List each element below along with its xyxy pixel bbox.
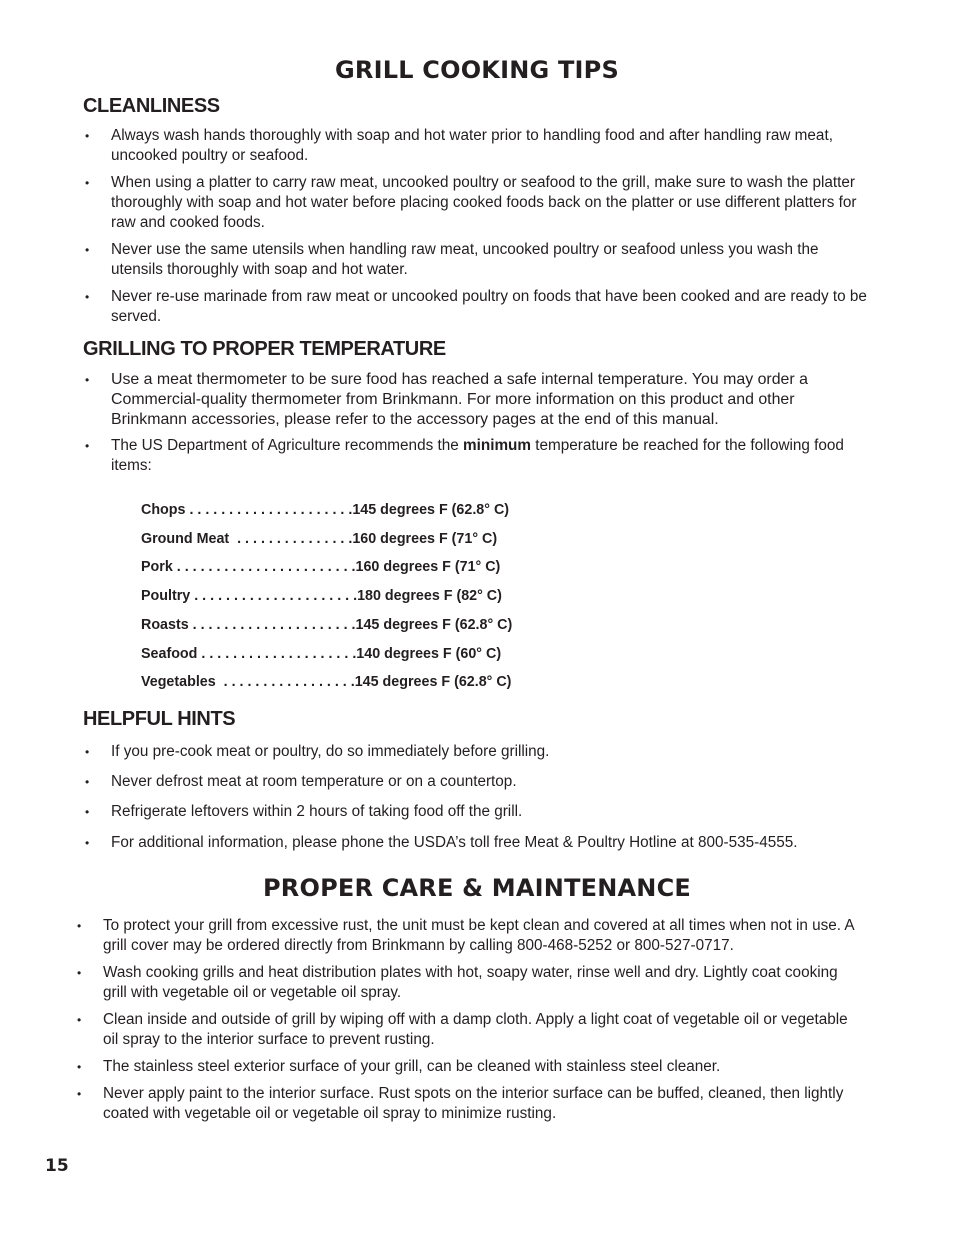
- list-item-text: Clean inside and outside of grill by wiping off with a damp cloth. Apply a light coat of vegetable oil or vegetable oil spray to the interior surface to prevent rusting.: [103, 1011, 848, 1048]
- list-item: [77, 1057, 863, 1077]
- food-temperature: 160 degrees F (71° C): [355, 559, 501, 576]
- food-name: Seafood: [141, 645, 198, 662]
- temperature-list: [85, 370, 871, 476]
- care-list: [77, 916, 863, 1124]
- food-name: Vegetables: [141, 674, 216, 691]
- bullet-icon: •: [77, 966, 82, 980]
- food-temperature: 180 degrees F (82° C): [357, 588, 502, 605]
- table-row: Seafood . . . . . . . . . . . . . . . . . . . .140 degrees F (60° C): [141, 645, 502, 662]
- list-item: [85, 742, 871, 762]
- list-item-text: When using a platter to carry raw meat, uncooked poultry or seafood to the grill, make sure to wash the platter thoroughly with soap and hot water before placing cooked foods back on the platter or use different platters for raw and cooked foods.: [111, 174, 857, 231]
- list-item: [77, 963, 863, 1003]
- food-temperature: 160 degrees F (71° C): [352, 530, 498, 547]
- list-item: [85, 240, 871, 280]
- table-row: Chops . . . . . . . . . . . . . . . . . . . . .145 degrees F (62.8° C): [141, 502, 510, 518]
- bullet-icon: •: [77, 1060, 82, 1074]
- list-item: [85, 833, 871, 853]
- list-item-text: Never apply paint to the interior surface. Rust spots on the interior surface can be buffed, cleaned, then lightly coated with vegetable oil or vegetable oil spray to minimize rusting.: [103, 1085, 844, 1122]
- list-item-text-end: temperature be reached for the following food items:: [111, 437, 844, 474]
- food-temperature: 145 degrees F (62.8° C): [355, 616, 513, 633]
- hints-list: [85, 742, 871, 853]
- list-item-text: Wash cooking grills and heat distribution plates with hot, soapy water, rinse well and dry. Lightly coat cooking grill with vegetable oil or vegetable oil spray.: [103, 964, 838, 1001]
- page-number: 15: [45, 1156, 69, 1176]
- list-item: [85, 126, 871, 166]
- temperature-table: [141, 496, 512, 697]
- bullet-icon: •: [85, 176, 90, 190]
- bullet-icon: •: [85, 775, 90, 789]
- temperature-heading: GRILLING TO PROPER TEMPERATURE: [83, 338, 446, 360]
- list-item-text: Refrigerate leftovers within 2 hours of taking food off the grill.: [111, 803, 523, 820]
- list-item-text: For additional information, please phone the USDA’s toll free Meat & Poultry Hotline at 800-535-4555.: [111, 834, 798, 851]
- table-row: Poultry . . . . . . . . . . . . . . . . . . . . .180 degrees F (82° C): [141, 588, 502, 605]
- list-item: [85, 370, 871, 430]
- list-item-text: Never defrost meat at room temperature or on a countertop.: [111, 773, 517, 790]
- care-title: PROPER CARE & MAINTENANCE: [263, 874, 691, 902]
- bullet-icon: •: [77, 1013, 82, 1027]
- list-item-text: Never re-use marinade from raw meat or uncooked poultry on foods that have been cooked and are ready to be served.: [111, 288, 867, 325]
- cleanliness-list: [85, 126, 871, 327]
- bullet-icon: •: [85, 290, 90, 304]
- table-row: Ground Meat . . . . . . . . . . . . . . .160 degrees F (71° C): [141, 530, 498, 547]
- food-name: Chops: [141, 502, 186, 518]
- hints-heading: HELPFUL HINTS: [83, 708, 236, 730]
- food-name: Pork: [141, 559, 173, 576]
- list-item: [77, 1084, 863, 1124]
- bullet-icon: •: [85, 129, 90, 143]
- bullet-icon: •: [77, 919, 82, 933]
- food-temperature: 145 degrees F (62.8° C): [352, 502, 510, 518]
- table-row: Pork . . . . . . . . . . . . . . . . . . . . . . .160 degrees F (71° C): [141, 559, 501, 576]
- list-item: [85, 802, 871, 822]
- list-item-text: If you pre-cook meat or poultry, do so immediately before grilling.: [111, 743, 550, 760]
- list-item: [85, 436, 871, 476]
- bullet-icon: •: [85, 836, 90, 850]
- food-temperature: 140 degrees F (60° C): [356, 645, 502, 662]
- bullet-icon: •: [85, 243, 90, 257]
- table-row: Roasts . . . . . . . . . . . . . . . . . . . . .145 degrees F (62.8° C): [141, 616, 513, 633]
- bullet-icon: •: [85, 373, 90, 387]
- list-item: [85, 287, 871, 327]
- list-item: [85, 173, 871, 233]
- list-item-text: Use a meat thermometer to be sure food has reached a safe internal temperature. You may order a Commercial-quality thermometer from Brinkmann. For more information on this product and other Brinkmann accessories, please refer to the accessory pages at the end of this manual.: [111, 371, 808, 428]
- list-item-text: The stainless steel exterior surface of your grill, can be cleaned with stainless steel cleaner.: [103, 1058, 721, 1075]
- food-name: Roasts: [141, 616, 189, 633]
- bullet-icon: •: [85, 745, 90, 759]
- food-name: Ground Meat: [141, 530, 230, 547]
- list-item-text-start: The US Department of Agriculture recommends the: [111, 437, 463, 454]
- bullet-icon: •: [77, 1087, 82, 1101]
- bullet-icon: •: [85, 805, 90, 819]
- cleanliness-heading: CLEANLINESS: [83, 95, 220, 117]
- page-title: GRILL COOKING TIPS: [335, 56, 619, 84]
- minimum-emphasis: minimum: [463, 437, 531, 454]
- bullet-icon: •: [85, 439, 90, 453]
- list-item-text: Always wash hands thoroughly with soap and hot water prior to handling food and after handling raw meat, uncooked poultry or seafood.: [111, 127, 833, 164]
- list-item: [77, 916, 863, 956]
- table-row: Vegetables . . . . . . . . . . . . . . . . .145 degrees F (62.8° C): [141, 674, 512, 691]
- list-item: [85, 772, 871, 792]
- food-name: Poultry: [141, 588, 191, 605]
- food-temperature: 145 degrees F (62.8° C): [354, 674, 512, 691]
- list-item: [77, 1010, 863, 1050]
- list-item-text: To protect your grill from excessive rust, the unit must be kept clean and covered at all times when not in use. A grill cover may be ordered directly from Brinkmann by calling 800-468-5252 or 800-527-0717.: [103, 917, 854, 954]
- list-item-text: Never use the same utensils when handling raw meat, uncooked poultry or seafood unless you wash the utensils thoroughly with soap and hot water.: [111, 241, 819, 278]
